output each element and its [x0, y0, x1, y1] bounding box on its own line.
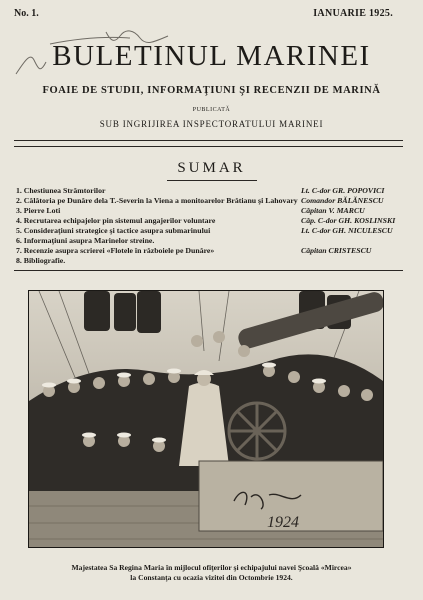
toc-item [16, 256, 405, 266]
toc-item-title: 6. Informaţiuni asupra Marinelor streine. [16, 236, 155, 245]
toc-item-author: Căpitan CRISTESCU [301, 246, 372, 255]
toc-item-title: 8. Bibliografie. [16, 256, 66, 265]
toc-item-author: Lt. C-dor GH. NICULESCU [301, 226, 393, 235]
toc-item [16, 206, 405, 216]
summary-heading: SUMAR [177, 160, 246, 176]
toc-item [16, 236, 405, 246]
toc-item [16, 246, 405, 256]
photo-caption-line1: Majestatea Sa Regina Maria în mijlocul ofiţerilor şi echipajului navei Şcoală «Mircea» [71, 563, 352, 572]
table-of-contents [16, 186, 405, 266]
divider-bottom [14, 270, 403, 271]
editor-line: SUB INGRIJIREA INSPECTORATULUI MARINEI [99, 119, 324, 129]
toc-item-author: Comandor BĂLĂNESCU [301, 196, 384, 205]
published-label: PUBLICATĂ [192, 107, 231, 113]
toc-item [16, 226, 405, 236]
toc-item-title: 2. Călătoria pe Dunăre dela T.-Severin la Viena a monitoarelor Brătianu şi Lahovary [16, 196, 298, 205]
group-photo-illustration [29, 291, 383, 547]
toc-item [16, 216, 405, 226]
divider-top-second [14, 146, 403, 147]
magazine-title: BULETINUL MARINEI [52, 40, 371, 72]
divider-top [14, 140, 403, 141]
summary-underline [167, 180, 257, 181]
magazine-subtitle: FOAIE DE STUDII, INFORMAŢIUNI ŞI RECENZII DE MARINĂ [42, 85, 381, 96]
toc-item-author: Lt. C-dor GR. POPOVICI [301, 186, 385, 195]
toc-item-title: 1. Chestiunea Strâmtorilor [16, 186, 106, 195]
toc-item-title: 4. Recrutarea echipajelor pin sistemul angajerilor voluntare [16, 216, 216, 225]
toc-item-author: Căp. C-dor GH. KOSLINSKI [301, 216, 396, 225]
toc-item-title: 5. Consideraţiuni strategice şi tactice asupra submarinului [16, 226, 211, 235]
toc-item-title: 7. Recenzie asupra scrierei «Flotele în războiele pe Dunăre» [16, 246, 215, 255]
toc-item-author: Căpitan V. MARCU [301, 206, 365, 215]
photo-caption-line2: la Constanţa cu ocazia vizitei din Octombrie 1924. [130, 573, 293, 582]
issue-number: No. 1. [14, 8, 39, 19]
toc-item [16, 196, 405, 206]
toc-item-title: 3. Pierre Loti [16, 206, 61, 215]
group-photo [28, 290, 384, 548]
photo-inscription-year: 1924 [267, 514, 299, 531]
issue-date: IANUARIE 1925. [313, 8, 393, 19]
toc-item [16, 186, 405, 196]
